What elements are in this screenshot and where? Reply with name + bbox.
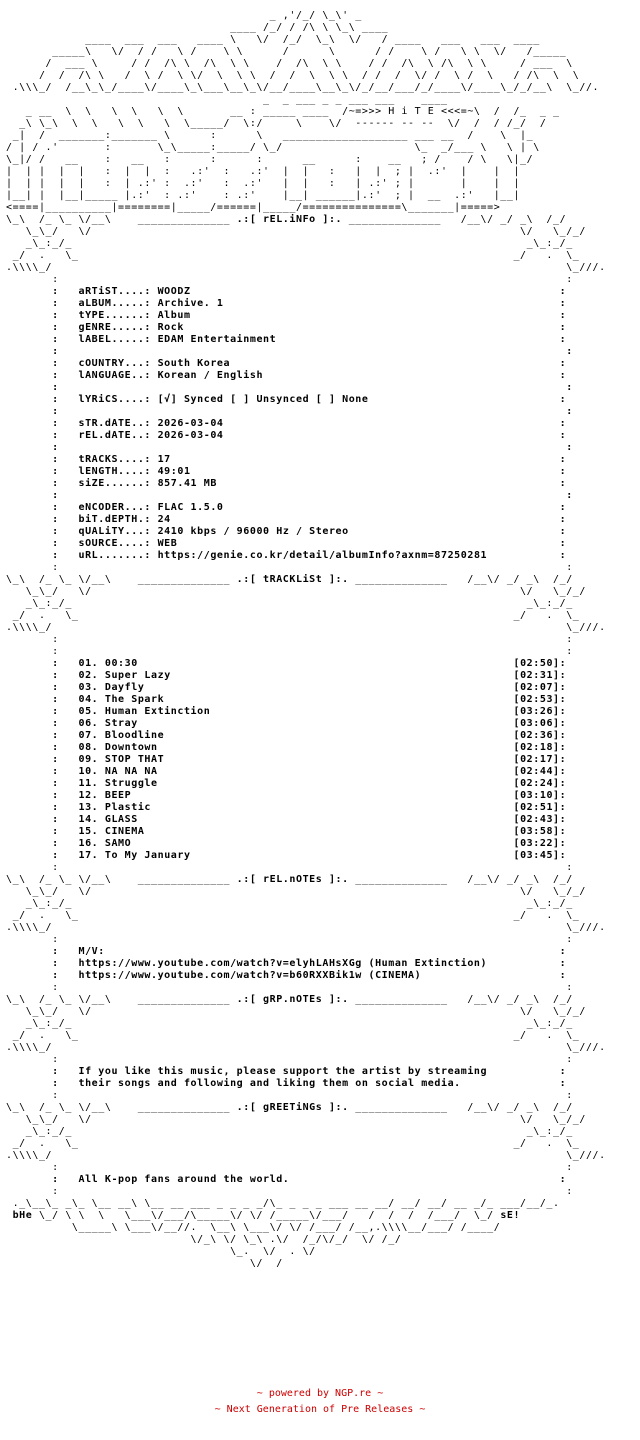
nfo-document <box>6 10 634 1270</box>
field-value-url[interactable]: https://genie.co.kr/detail/albumInfo?axnm=87250281 <box>157 550 488 561</box>
footer-art: : : ._\__\_ _\_ \__ __\ \__ __ ___ _ _ _ _/\_ _ _ _ ___ __ __/ __/ __/ __ _/_ ___/__/_. <box>12 1186 573 1209</box>
ascii-banner-art: _ ,'/_/ \_\' _ ____ /_/ / /\ \ \_\ ____ ____ ___ ___ ____ \ \/ /_/ \_\ \/ / ____ ___ ___ ____ _____\ \/ / / \ / \ \ / \ / / \ / \ \ \/ /_____ / ___ \ / / /\ \ /\ \ \ / /\ \ \ / / /\ \ /\ \ \ / ___ \ / / /\ \ / \ / \ \/ \ \ \ / / \ \ \ / / / \/ / \ / \ / /\ \ \ .\\\_/ /__\_\_/____\/____\_\___\__\_\/__/____\__\_\/_/__/___/_/____\/____\_/_/__\ \_//. _ _ ___ _ _ ___ ___ ____ _ __ \ \ \ \ \ \ __ : _____ ____ /~=>>> H i T E <<<=~\ / /_ _ _ _\ \_\ \ \ \ \ \ \_____/ \:/ \ \/ ------ -- -- \/ / / /_/ / _| / _______:_______ \ : \ ___________________ ___ __ / \ |_ / | / .' : \_\_____:_____/ \_/ \_ _/___ \ \ | \ \_|/ / __ : __ : : : __ : __ ; / / \ \|_/ | | | | | : | | : .:' : .:' | | : | | ; | .:' | | | | | | | | : | .:' : .:' : .:' | | : | .:' ; | | | | |__| | |__|_____ |.:' : .:' : .:' |__| ______|.:' ; | __ .:' |__| <====|__________|========|_____/======|_____/===============\_______|=====> <box>6 10 600 213</box>
release-info-line: : eNCODER...: FLAC 1.5.0 : <box>6 502 567 513</box>
track-name: CINEMA <box>104 826 145 837</box>
field-key: aRTiST....: <box>78 286 151 297</box>
release-info-line: : siZE......: 857.41 MB : <box>6 478 567 489</box>
section-title-release-notes: .:[ rEL.nOTEs ]:. <box>236 874 349 885</box>
note-text: their songs and following and liking them on social media. <box>78 1078 461 1089</box>
release-info-line: : tYPE......: Album : <box>6 310 567 321</box>
section-divider-art-right: ______________ /__\/ _/ _\ /_/ <box>342 214 567 225</box>
field-key: sOURCE....: <box>78 538 151 549</box>
track-duration: [02:24] <box>513 778 560 789</box>
field-key: qUALiTY...: <box>78 526 151 537</box>
section-divider-art-right: ______________ /__\/ _/ _\ /_/ <box>348 994 573 1005</box>
section-title-group-notes: .:[ gRP.nOTEs ]:. <box>236 994 349 1005</box>
footer-art-bottom: \_____\ \___\/__//. \__\ \___\/ \/ /___/ /__,.\\\\__/___/ /____/ \/_\ \/ \_\ .\/ /_/\/_/ \/ /_/ \_. \/ . \/ \/ / <box>71 1222 501 1269</box>
section-divider-art-right: ______________ /__\/ _/ _\ /_/ <box>348 874 573 885</box>
track-row: : 12. BEEP [03:10]: <box>6 790 567 801</box>
track-number: 04. <box>78 694 99 705</box>
track-name: Struggle <box>104 778 158 789</box>
track-name: Super Lazy <box>104 670 171 681</box>
field-key: rEL.dATE..: <box>78 430 151 441</box>
track-number: 17. <box>78 850 99 861</box>
track-row: : 15. CINEMA [03:58]: <box>6 826 567 837</box>
group-notes-text <box>6 1066 566 1089</box>
track-name: NA NA NA <box>104 766 158 777</box>
track-number: 15. <box>78 826 99 837</box>
track-row: : 04. The Spark [02:53]: <box>6 694 567 705</box>
link-text[interactable]: https://www.youtube.com/watch?v=b60RXXBik1w (CINEMA) <box>78 970 422 981</box>
field-key: biT.dEPTH.: <box>78 514 151 525</box>
release-notes-text <box>6 946 566 981</box>
release-info-line: : aLBUM.....: Archive. 1 : <box>6 298 567 309</box>
release-info-line: : lABEL.....: EDAM Entertainment : <box>6 334 567 345</box>
track-duration: [02:07] <box>513 682 560 693</box>
section-title-tracklist: .:[ tRACKLiSt ]:. <box>236 574 349 585</box>
release-info-line: : uRL.......: https://genie.co.kr/detail/albumInfo?axnm=87250281 : <box>6 550 567 561</box>
divider-art-lower: \_\_/ \/ \/ \_/_/ _\_:_/_ _\_:_/_ _/ . \_ _/ . \_ .\\\\_/ \_///. : : <box>6 886 606 945</box>
track-row: : 01. 00:30 [02:50]: <box>6 658 567 669</box>
section-divider-art: \_\ /_ \_ \/__\ ______________ <box>6 214 237 225</box>
field-key: tYPE......: <box>78 310 151 321</box>
track-name: The Spark <box>104 694 165 705</box>
track-row: : 08. Downtown [02:18]: <box>6 742 567 753</box>
field-key: tRACKS....: <box>78 454 151 465</box>
track-number: 06. <box>78 718 99 729</box>
footer-art-middle: \_/ \ \ \ \___\/___/\_____\/ \/ /_____\/___/ / / / /___/ \_/ <box>32 1210 501 1221</box>
track-row: : 14. GLASS [02:43]: <box>6 814 567 825</box>
release-info-line: : lENGTH....: 49:01 : <box>6 466 567 477</box>
track-duration: [02:31] <box>513 670 560 681</box>
section-divider-art: : : \_\ /_ \_ \/__\ ______________ <box>6 1090 573 1113</box>
track-duration: [02:44] <box>513 766 560 777</box>
release-info-line: : rEL.dATE..: 2026-03-04 : <box>6 430 567 441</box>
track-list <box>6 658 566 861</box>
track-row: : 02. Super Lazy [02:31]: <box>6 670 567 681</box>
greeting-line: : All K-pop fans around the world. : <box>6 1174 567 1185</box>
link-text[interactable]: https://www.youtube.com/watch?v=elyhLAHsXGg (Human Extinction) <box>78 958 488 969</box>
track-duration: [03:22] <box>513 838 560 849</box>
field-key: gENRE.....: <box>78 322 151 333</box>
release-info-line: : aRTiST....: WOODZ : <box>6 286 567 297</box>
track-row: : 05. Human Extinction [03:26]: <box>6 706 567 717</box>
track-duration: [03:26] <box>513 706 560 717</box>
track-number: 10. <box>78 766 99 777</box>
field-value: Rock <box>157 322 184 333</box>
release-info-line: : : <box>6 406 573 417</box>
field-key: siZE......: <box>78 478 151 489</box>
track-number: 11. <box>78 778 99 789</box>
track-duration: [03:06] <box>513 718 560 729</box>
track-name: SAMO <box>104 838 132 849</box>
section-title-greetings: .:[ gREETiNGs ]:. <box>236 1102 349 1113</box>
release-info-line: : : <box>6 490 573 501</box>
release-info-line: : sTR.dATE..: 2026-03-04 : <box>6 418 567 429</box>
track-duration: [03:10] <box>513 790 560 801</box>
track-row: : 16. SAMO [03:22]: <box>6 838 567 849</box>
note-text: All K-pop fans around the world. <box>78 1174 290 1185</box>
track-name: STOP THAT <box>104 754 165 765</box>
track-name: Dayfly <box>104 682 145 693</box>
release-note-line: : M/V: : <box>6 946 567 957</box>
release-info-line: : cOUNTRY...: South Korea : <box>6 358 567 369</box>
track-number: 09. <box>78 754 99 765</box>
brand-left: bHe <box>12 1210 33 1221</box>
track-row: : 17. To My January [03:45]: <box>6 850 567 861</box>
field-value: 2410 kbps / 96000 Hz / Stereo <box>157 526 349 537</box>
section-divider-art-right: ______________ /__\/ _/ _\ /_/ <box>348 574 573 585</box>
field-key: eNCODER...: <box>78 502 151 513</box>
track-name: Plastic <box>104 802 152 813</box>
release-info-line: : qUALiTY...: 2410 kbps / 96000 Hz / Stereo : <box>6 526 567 537</box>
field-value: 49:01 <box>157 466 191 477</box>
track-number: 02. <box>78 670 99 681</box>
field-value: 857.41 MB <box>157 478 217 489</box>
release-info-line: : lYRiCS....: [√] Synced [ ] Unsynced [ ] None : <box>6 394 567 405</box>
section-divider-art: : : \_\ /_ \_ \/__\ ______________ <box>6 862 573 885</box>
field-key: lANGUAGE..: <box>78 370 151 381</box>
group-note-line: : If you like this music, please support the artist by streaming : <box>6 1066 567 1077</box>
field-value: Archive. 1 <box>157 298 224 309</box>
track-number: 07. <box>78 730 99 741</box>
track-row: : 07. Bloodline [02:36]: <box>6 730 567 741</box>
release-info-line: : sOURCE....: WEB : <box>6 538 567 549</box>
track-duration: [02:53] <box>513 694 560 705</box>
footer-tagline: ~ Next Generation of Pre Releases ~ <box>214 1404 426 1415</box>
track-number: 14. <box>78 814 99 825</box>
field-value: Album <box>157 310 191 321</box>
release-info-line: : tRACKS....: 17 : <box>6 454 567 465</box>
track-number: 03. <box>78 682 99 693</box>
field-key: cOUNTRY...: <box>78 358 151 369</box>
track-name: Human Extinction <box>104 706 211 717</box>
field-value: [√] Synced [ ] Unsynced [ ] None <box>157 394 369 405</box>
divider-art-lower: \_\_/ \/ \/ \_/_/ _\_:_/_ _\_:_/_ _/ . \_ _/ . \_ .\\\\_/ \_///. : : <box>6 226 606 285</box>
field-value: 24 <box>157 514 171 525</box>
track-duration: [02:51] <box>513 802 560 813</box>
track-duration: [02:36] <box>513 730 560 741</box>
field-key: lYRiCS....: <box>78 394 151 405</box>
track-name: GLASS <box>104 814 138 825</box>
track-number: 16. <box>78 838 99 849</box>
track-duration: [02:18] <box>513 742 560 753</box>
track-name: 00:30 <box>104 658 138 669</box>
section-divider-art-right: ______________ /__\/ _/ _\ /_/ <box>348 1102 573 1113</box>
divider-art-lower: \_\_/ \/ \/ \_/_/ _\_:_/_ _\_:_/_ _/ . \_ _/ . \_ .\\\\_/ \_///. : : <box>6 1006 606 1065</box>
release-note-line: : https://www.youtube.com/watch?v=b60RXXBik1w (CINEMA) : <box>6 970 567 981</box>
field-value: 2026-03-04 <box>157 430 224 441</box>
track-row: : 03. Dayfly [02:07]: <box>6 682 567 693</box>
track-row: : 10. NA NA NA [02:44]: <box>6 766 567 777</box>
track-name: Downtown <box>104 742 158 753</box>
release-info-line: : : <box>6 346 573 357</box>
release-info-fields <box>6 286 573 561</box>
group-note-line: : their songs and following and liking them on social media. : <box>6 1078 567 1089</box>
field-value: South Korea <box>157 358 231 369</box>
track-number: 01. <box>78 658 99 669</box>
track-number: 05. <box>78 706 99 717</box>
section-divider-art: : : \_\ /_ \_ \/__\ ______________ <box>6 562 573 585</box>
release-info-line: : biT.dEPTH.: 24 : <box>6 514 567 525</box>
field-value: FLAC 1.5.0 <box>157 502 224 513</box>
field-value: Korean / English <box>157 370 264 381</box>
release-info-line: : : <box>6 442 573 453</box>
release-info-line: : : <box>6 382 573 393</box>
note-text: M/V: <box>78 946 105 957</box>
footer-powered-by: ~ powered by NGP.re ~ <box>256 1388 384 1399</box>
brand-right: sE! <box>500 1210 521 1221</box>
track-row: : 09. STOP THAT [02:17]: <box>6 754 567 765</box>
release-info-line: : gENRE.....: Rock : <box>6 322 567 333</box>
track-name: To My January <box>104 850 191 861</box>
track-duration: [03:45] <box>513 850 560 861</box>
field-value: 2026-03-04 <box>157 418 224 429</box>
divider-art-lower: \_\_/ \/ \/ \_/_/ _\_:_/_ _\_:_/_ _/ . \_ _/ . \_ .\\\\_/ \_///. : : <box>6 1114 606 1173</box>
field-value: EDAM Entertainment <box>157 334 277 345</box>
note-text: If you like this music, please support the artist by streaming <box>78 1066 488 1077</box>
field-value: WEB <box>157 538 178 549</box>
track-row: : 06. Stray [03:06]: <box>6 718 567 729</box>
section-divider-art: : : \_\ /_ \_ \/__\ ______________ <box>6 982 573 1005</box>
field-value: 17 <box>157 454 171 465</box>
section-title-release-info: .:[ rEL.iNFo ]:. <box>236 214 343 225</box>
track-duration: [03:58] <box>513 826 560 837</box>
track-number: 12. <box>78 790 99 801</box>
field-key: sTR.dATE..: <box>78 418 151 429</box>
field-key: lABEL.....: <box>78 334 151 345</box>
track-duration: [02:17] <box>513 754 560 765</box>
divider-art-lower: \_\_/ \/ \/ \_/_/ _\_:_/_ _\_:_/_ _/ . \_ _/ . \_ .\\\\_/ \_///. : : : : <box>6 586 606 657</box>
track-duration: [02:43] <box>513 814 560 825</box>
field-key: uRL.......: <box>78 550 151 561</box>
track-row: : 13. Plastic [02:51]: <box>6 802 567 813</box>
track-name: Stray <box>104 718 138 729</box>
track-number: 08. <box>78 742 99 753</box>
track-name: BEEP <box>104 790 132 801</box>
field-value: WOODZ <box>157 286 191 297</box>
field-key: aLBUM.....: <box>78 298 151 309</box>
release-note-line: : https://www.youtube.com/watch?v=elyhLAHsXGg (Human Extinction) : <box>6 958 567 969</box>
track-number: 13. <box>78 802 99 813</box>
track-name: Bloodline <box>104 730 165 741</box>
release-info-line: : lANGUAGE..: Korean / English : <box>6 370 567 381</box>
track-row: : 11. Struggle [02:24]: <box>6 778 567 789</box>
field-key: lENGTH....: <box>78 466 151 477</box>
greetings-text <box>6 1174 566 1185</box>
track-duration: [02:50] <box>513 658 560 669</box>
